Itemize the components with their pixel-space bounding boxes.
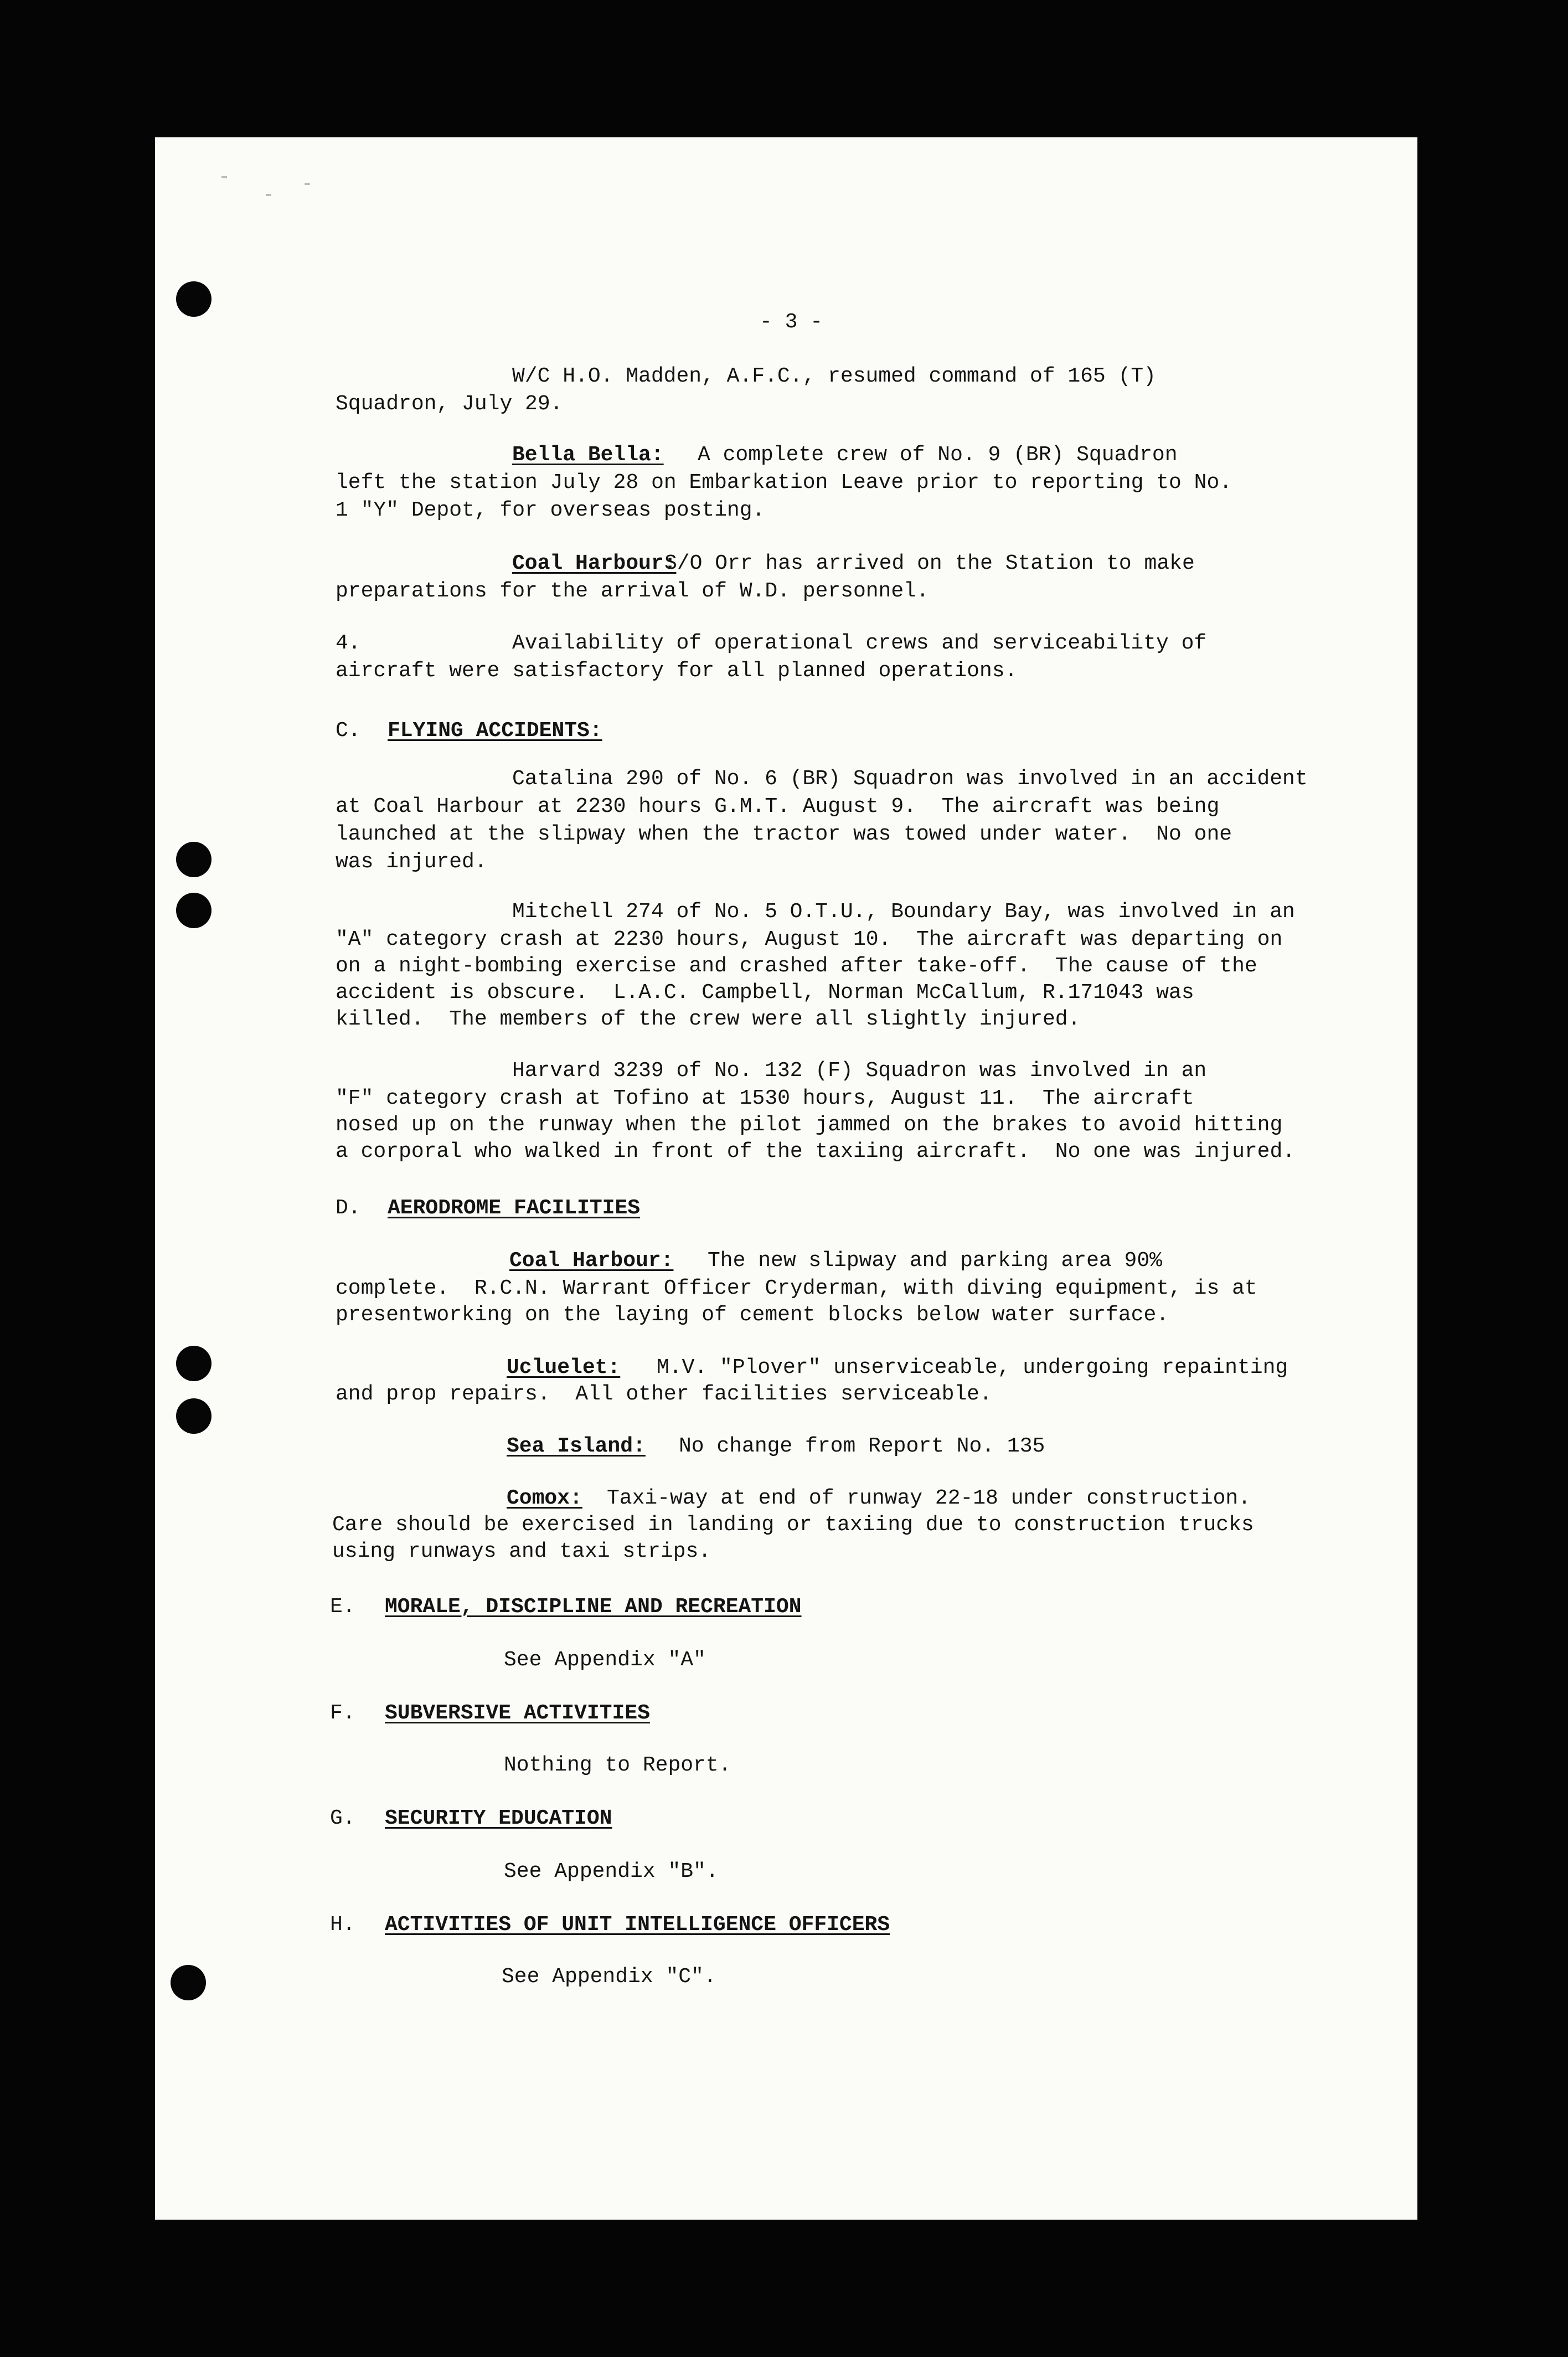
- punch-hole: [176, 281, 212, 317]
- speck-mark: [305, 183, 310, 185]
- paragraph-line: Availability of operational crews and serviceability of: [512, 631, 1207, 655]
- section-letter: C.: [336, 719, 361, 743]
- paragraph-line: M.V. "Plover" unserviceable, undergoing repainting: [657, 1356, 1288, 1380]
- page-number: - 3 -: [760, 310, 823, 334]
- paragraph-line: on a night-bombing exercise and crashed after take-off. The cause of the: [336, 954, 1257, 978]
- paragraph-line: Harvard 3239 of No. 132 (F) Squadron was involved in an: [512, 1059, 1207, 1083]
- section-letter: G.: [330, 1807, 355, 1830]
- paragraph-line: See Appendix "A": [504, 1648, 706, 1672]
- speck-mark: [266, 194, 271, 196]
- paragraph-line: See Appendix "C".: [502, 1965, 716, 1989]
- section-letter: D.: [336, 1196, 361, 1220]
- paragraph-line: 1 "Y" Depot, for overseas posting.: [336, 498, 765, 522]
- paragraph-line: left the station July 28 on Embarkation Leave prior to reporting to No.: [336, 471, 1232, 495]
- location-heading: Comox:: [507, 1486, 582, 1510]
- paragraph-line: W/C H.O. Madden, A.F.C., resumed command of 165 (T): [512, 364, 1156, 388]
- paragraph-line: accident is obscure. L.A.C. Campbell, Norman McCallum, R.171043 was: [336, 981, 1194, 1005]
- paragraph-number: 4.: [336, 631, 361, 655]
- paragraph-line: complete. R.C.N. Warrant Officer Cryderman, with diving equipment, is at: [336, 1277, 1257, 1300]
- paragraph-line: presentworking on the laying of cement blocks below water surface.: [336, 1303, 1169, 1327]
- paragraph-line: using runways and taxi strips.: [332, 1540, 711, 1563]
- paragraph-line: Care should be exercised in landing or taxiing due to construction trucks: [332, 1513, 1254, 1537]
- paragraph-line: was injured.: [336, 850, 487, 874]
- punch-hole: [171, 1965, 206, 2000]
- punch-hole: [176, 842, 212, 877]
- location-heading: Sea Island:: [507, 1434, 646, 1458]
- paragraph-line: "F" category crash at Tofino at 1530 hours, August 11. The aircraft: [336, 1087, 1194, 1110]
- paragraph-line: killed. The members of the crew were all slightly injured.: [336, 1007, 1081, 1031]
- location-heading: Coal Harbour:: [509, 1249, 674, 1273]
- paragraph-line: a corporal who walked in front of the taxiing aircraft. No one was injured.: [336, 1140, 1296, 1164]
- section-letter: F.: [330, 1701, 355, 1725]
- location-heading: Ucluelet:: [507, 1356, 621, 1380]
- paragraph-line: Catalina 290 of No. 6 (BR) Squadron was involved in an accident: [512, 767, 1308, 791]
- punch-hole: [176, 893, 212, 928]
- section-letter: E.: [330, 1595, 355, 1619]
- paragraph-line: Squadron, July 29.: [336, 392, 563, 416]
- paragraph-line: launched at the slipway when the tractor was towed under water. No one: [336, 822, 1232, 846]
- paragraph-line: preparations for the arrival of W.D. personnel.: [336, 579, 929, 603]
- section-heading: FLYING ACCIDENTS:: [388, 719, 602, 743]
- paragraph-line: at Coal Harbour at 2230 hours G.M.T. August 9. The aircraft was being: [336, 795, 1220, 819]
- paragraph-line: Mitchell 274 of No. 5 O.T.U., Boundary Bay, was involved in an: [512, 900, 1295, 924]
- paragraph-line: aircraft were satisfactory for all planned operations.: [336, 659, 1018, 683]
- section-heading: ACTIVITIES OF UNIT INTELLIGENCE OFFICERS: [385, 1913, 890, 1937]
- paragraph-line: Nothing to Report.: [504, 1753, 731, 1777]
- paragraph-line: See Appendix "B".: [504, 1860, 719, 1883]
- punch-hole: [176, 1398, 212, 1434]
- location-heading: Coal Harbour:: [512, 552, 677, 575]
- paragraph-line: nosed up on the runway when the pilot jammed on the brakes to avoid hitting: [336, 1113, 1283, 1137]
- paragraph-line: and prop repairs. All other facilities serviceable.: [336, 1382, 992, 1406]
- speck-mark: [221, 176, 227, 178]
- punch-hole: [176, 1346, 212, 1381]
- paragraph-line: The new slipway and parking area 90%: [708, 1249, 1162, 1273]
- section-heading: MORALE, DISCIPLINE AND RECREATION: [385, 1595, 802, 1619]
- paragraph-line: "A" category crash at 2230 hours, August 10. The aircraft was departing on: [336, 928, 1283, 951]
- paragraph-line: Taxi-way at end of runway 22-18 under construction.: [607, 1486, 1251, 1510]
- location-heading: Bella Bella:: [512, 443, 664, 467]
- section-heading: AERODROME FACILITIES: [388, 1196, 641, 1220]
- section-letter: H.: [330, 1913, 355, 1937]
- section-heading: SUBVERSIVE ACTIVITIES: [385, 1701, 650, 1725]
- paragraph-line: S/O Orr has arrived on the Station to make: [664, 552, 1195, 575]
- paragraph-line: A complete crew of No. 9 (BR) Squadron: [698, 443, 1178, 467]
- section-heading: SECURITY EDUCATION: [385, 1807, 612, 1830]
- paragraph-line: No change from Report No. 135: [679, 1434, 1045, 1458]
